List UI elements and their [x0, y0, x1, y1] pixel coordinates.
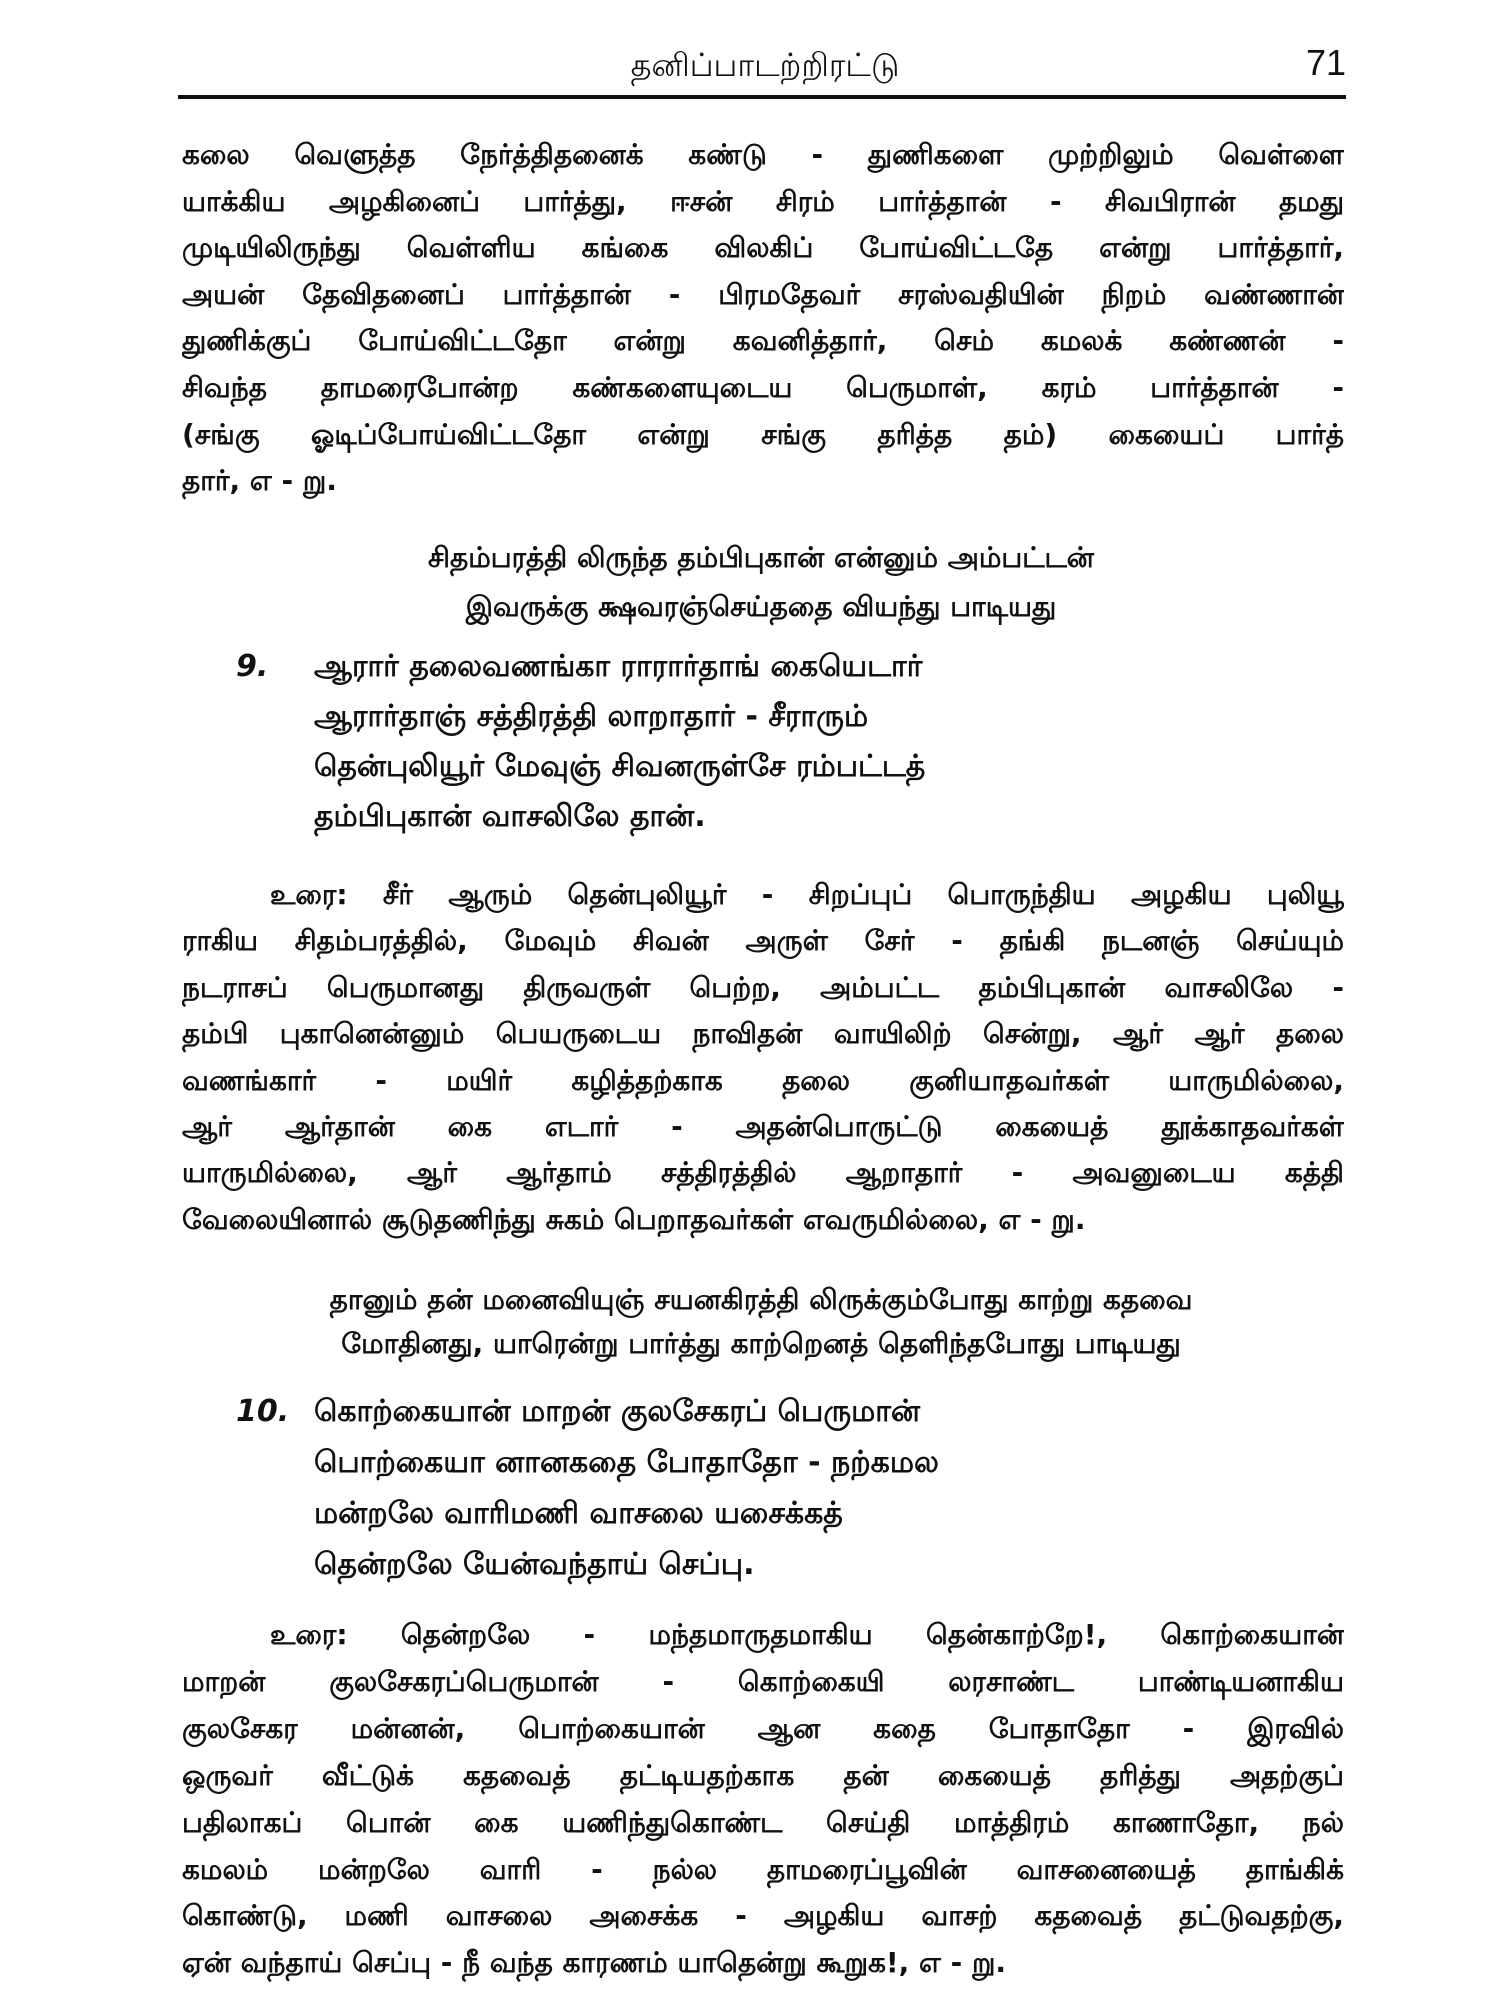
verse-9-number: 9.	[236, 649, 269, 684]
paragraph-line: முடியிலிருந்து வெள்ளிய கங்கை விலகிப் போய்விட்டதே என்று பார்த்தார்,	[182, 231, 1344, 265]
header-rule	[178, 95, 1346, 99]
section-heading-line: சிதம்பரத்தி லிருந்த தம்பிபுகான் என்னும் அம்பட்டன்	[428, 541, 1094, 574]
running-title: தனிப்பாடற்றிரட்டு	[630, 46, 900, 84]
page-number: 71	[1305, 42, 1346, 83]
commentary-line: ஆர் ஆர்தான் கை எடார் - அதன்பொருட்டு கையைத் தூக்காதவர்கள்	[182, 1110, 1344, 1143]
commentary-line: நடராசப் பெருமானது திருவருள் பெற்ற, அம்பட்ட தம்பிபுகான் வாசலிலே -	[182, 970, 1344, 1004]
verse-9-line: ஆரார்தாஞ் சத்திரத்தி லாறாதார் - சீராரும்	[314, 699, 869, 734]
verse-10-line: மன்றலே வாரிமணி வாசலை யசைக்கத்	[314, 1496, 843, 1531]
section-heading-line: மோதினது, யாரென்று பார்த்து காற்றெனத் தெளிந்தபோது பாடியது	[341, 1327, 1181, 1360]
commentary-line: ராகிய சிதம்பரத்தில், மேவும் சிவன் அருள் சேர் - தங்கி நடனஞ் செய்யும்	[182, 924, 1344, 958]
paragraph-line: அயன் தேவிதனைப் பார்த்தான் - பிரமதேவர் சரஸ்வதியின் நிறம் வண்ணான்	[182, 277, 1344, 311]
paragraph-line: சிவந்த தாமரைபோன்ற கண்களையுடைய பெருமாள், கரம் பார்த்தான் -	[182, 371, 1344, 404]
verse-10-line: பொற்கையா னானகதை போதாதோ - நற்கமல	[314, 1445, 939, 1480]
commentary-line: உரை: சீர் ஆரும் தென்புலியூர் - சிறப்புப் பொருந்திய அழகிய புலியூ	[270, 878, 1344, 911]
paragraph-line: கலை வெளுத்த நேர்த்திதனைக் கண்டு - துணிகளை முற்றிலும் வெள்ளை	[182, 138, 1344, 171]
paragraph-line: துணிக்குப் போய்விட்டதோ என்று கவனித்தார், செம் கமலக் கண்ணன் -	[182, 324, 1344, 358]
verse-9-line: தென்புலியூர் மேவுஞ் சிவனருள்சே ரம்பட்டத்	[314, 749, 926, 784]
verse-10-line: தென்றலே யேன்வந்தாய் செப்பு.	[314, 1547, 755, 1582]
commentary-line: வணங்கார் - மயிர் கழித்தற்காக தலை குனியாதவர்கள் யாருமில்லை,	[182, 1063, 1344, 1097]
verse-9-line: ஆரார் தலைவணங்கா ராரார்தாங் கையெடார்	[314, 649, 923, 684]
commentary-line: ஒருவர் வீட்டுக் கதவைத் தட்டியதற்காக தன் கையைத் தரித்து அதற்குப்	[182, 1758, 1344, 1792]
commentary-line: கமலம் மன்றலே வாரி - நல்ல தாமரைப்பூவின் வாசனையைத் தாங்கிக்	[182, 1852, 1344, 1886]
paragraph-line: யாக்கிய அழகினைப் பார்த்து, ஈசன் சிரம் பார்த்தான் - சிவபிரான் தமது	[182, 184, 1344, 218]
commentary-line: தம்பி புகானென்னும் பெயருடைய நாவிதன் வாயிலிற் சென்று, ஆர் ஆர் தலை	[182, 1017, 1344, 1051]
section-heading-line: இவருக்கு க்ஷவரஞ்செய்ததை வியந்து பாடியது	[465, 590, 1057, 623]
verse-10-line: கொற்கையான் மாறன் குலசேகரப் பெருமான்	[314, 1394, 921, 1429]
commentary-line: யாருமில்லை, ஆர் ஆர்தாம் சத்திரத்தில் ஆறாதார் - அவனுடைய கத்தி	[182, 1156, 1344, 1190]
paragraph-line: தார், எ - று.	[182, 464, 337, 498]
commentary-line: வேலையினால் சூடுதணிந்து சுகம் பெறாதவர்கள் எவருமில்லை, எ - று.	[182, 1202, 1086, 1236]
commentary-line: மாறன் குலசேகரப்பெருமான் - கொற்கையி லரசாண்ட பாண்டியனாகிய	[182, 1664, 1344, 1698]
verse-10-number: 10.	[236, 1394, 290, 1429]
commentary-line: கொண்டு, மணி வாசலை அசைக்க - அழகிய வாசற் கதவைத் தட்டுவதற்கு,	[182, 1899, 1344, 1933]
verse-9-line: தம்பிபுகான் வாசலிலே தான்.	[314, 799, 706, 834]
paragraph-line: (சங்கு ஓடிப்போய்விட்டதோ என்று சங்கு தரித்த தம்) கையைப் பார்த்	[182, 417, 1344, 451]
commentary-line: உரை: தென்றலே - மந்தமாருதமாகிய தென்காற்றே!, கொற்கையான்	[270, 1618, 1344, 1651]
section-heading-line: தானும் தன் மனைவியுஞ் சயனகிரத்தி லிருக்கும்போது காற்று கதவை	[329, 1283, 1193, 1316]
commentary-line: குலசேகர மன்னன், பொற்கையான் ஆன கதை போதாதோ - இரவில்	[182, 1711, 1344, 1745]
commentary-line: பதிலாகப் பொன் கை யணிந்துகொண்ட செய்தி மாத்திரம் காணாதோ, நல்	[182, 1805, 1344, 1839]
commentary-line: ஏன் வந்தாய் செப்பு - நீ வந்த காரணம் யாதென்று கூறுக!, எ - று.	[182, 1946, 1007, 1980]
